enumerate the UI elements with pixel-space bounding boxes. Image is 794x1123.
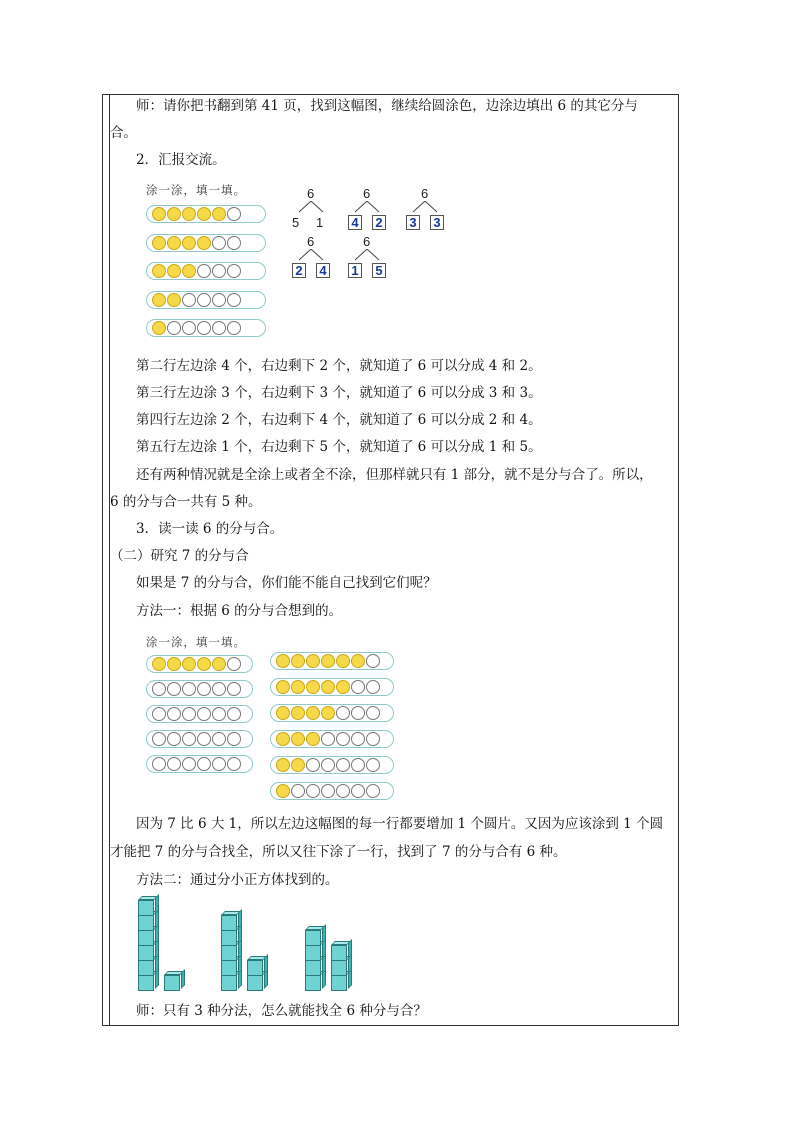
empty-circle — [351, 706, 365, 720]
figure-1-row-5 — [146, 319, 266, 337]
empty-circle — [152, 757, 166, 771]
filled-circle — [212, 207, 226, 221]
step-2-heading: 2．汇报交流。 — [136, 152, 226, 168]
figure-2-right-row-3 — [270, 704, 394, 722]
empty-circle — [227, 236, 241, 250]
filled-circle — [306, 706, 320, 720]
figure-2-right-row-2 — [270, 678, 394, 696]
figure-2-left-row-3 — [146, 705, 253, 723]
tree-right-part[interactable]: 4 — [316, 263, 330, 278]
filled-circle — [197, 207, 211, 221]
empty-circle — [336, 732, 350, 746]
method-1-heading: 方法一：根据 6 的分与合想到的。 — [136, 603, 343, 619]
tree-branches — [296, 249, 326, 261]
row-3-explanation: 第三行左边涂 3 个，右边剩下 3 个，就知道了 6 可以分成 3 和 3。 — [136, 385, 542, 401]
figure-2-caption: 涂一涂，填一填。 — [146, 635, 246, 649]
empty-circle — [182, 321, 196, 335]
empty-circle — [212, 321, 226, 335]
cube-block — [305, 930, 321, 946]
tree-left-part[interactable]: 2 — [292, 263, 306, 278]
empty-circle — [197, 264, 211, 278]
filled-circle — [152, 264, 166, 278]
cube-block — [305, 945, 321, 961]
empty-circle — [212, 707, 226, 721]
figure-1-caption: 涂一涂，填一填。 — [146, 183, 246, 197]
note-paragraph: 还有两种情况就是全涂上或者全不涂，但那样就只有 1 部分，就不是分与合了。所以， — [136, 467, 653, 483]
empty-circle — [167, 682, 181, 696]
cube-block — [221, 960, 237, 976]
figure-1-row-2 — [146, 234, 266, 252]
empty-circle — [227, 757, 241, 771]
empty-circle — [167, 732, 181, 746]
empty-circle — [197, 757, 211, 771]
cube-block — [247, 960, 263, 976]
tree-right-part[interactable]: 3 — [430, 215, 444, 230]
filled-circle — [351, 654, 365, 668]
filled-circle — [167, 657, 181, 671]
filled-circle — [291, 732, 305, 746]
filled-circle — [182, 264, 196, 278]
filled-circle — [152, 236, 166, 250]
empty-circle — [197, 321, 211, 335]
empty-circle — [366, 732, 380, 746]
margin-column — [103, 95, 110, 1025]
filled-circle — [152, 293, 166, 307]
filled-circle — [336, 654, 350, 668]
cube-block — [331, 960, 347, 976]
filled-circle — [276, 758, 290, 772]
empty-circle — [366, 784, 380, 798]
empty-circle — [152, 707, 166, 721]
empty-circle — [366, 654, 380, 668]
empty-circle — [306, 758, 320, 772]
empty-circle — [212, 757, 226, 771]
filled-circle — [182, 207, 196, 221]
empty-circle — [197, 707, 211, 721]
cube-block — [221, 915, 237, 931]
empty-circle — [227, 321, 241, 335]
empty-circle — [227, 264, 241, 278]
cube-block — [138, 960, 154, 976]
empty-circle — [351, 784, 365, 798]
figure-2-right-row-1 — [270, 652, 394, 670]
cube-block — [164, 975, 180, 991]
empty-circle — [167, 757, 181, 771]
figure-2-right-row-6 — [270, 782, 394, 800]
filled-circle — [276, 784, 290, 798]
filled-circle — [197, 657, 211, 671]
figure-2-left-row-2 — [146, 680, 253, 698]
filled-circle — [167, 293, 181, 307]
empty-circle — [366, 680, 380, 694]
cube-block — [221, 975, 237, 991]
cube-block — [138, 975, 154, 991]
figure-1-row-3 — [146, 262, 266, 280]
cube-block — [305, 960, 321, 976]
empty-circle — [197, 682, 211, 696]
empty-circle — [321, 732, 335, 746]
tree-right-part: 1 — [316, 215, 324, 230]
tree-total: 6 — [363, 186, 371, 201]
filled-circle — [212, 657, 226, 671]
empty-circle — [212, 682, 226, 696]
tree-total: 6 — [307, 234, 315, 249]
tree-total: 6 — [307, 186, 315, 201]
tree-right-part[interactable]: 5 — [372, 263, 386, 278]
figure-1-row-1 — [146, 205, 266, 223]
empty-circle — [152, 682, 166, 696]
empty-circle — [182, 293, 196, 307]
cube-block — [331, 975, 347, 991]
empty-circle — [227, 732, 241, 746]
figure-2-left-row-1 — [146, 655, 253, 673]
filled-circle — [167, 264, 181, 278]
row-2-explanation: 第二行左边涂 4 个，右边剩下 2 个，就知道了 6 可以分成 4 和 2。 — [136, 358, 542, 374]
tree-branches — [352, 201, 382, 213]
empty-circle — [227, 682, 241, 696]
empty-circle — [351, 758, 365, 772]
empty-circle — [152, 732, 166, 746]
empty-circle — [182, 707, 196, 721]
filled-circle — [291, 680, 305, 694]
tree-left-part: 5 — [292, 215, 300, 230]
tree-total: 6 — [363, 234, 371, 249]
empty-circle — [291, 784, 305, 798]
tree-branches — [410, 201, 440, 213]
empty-circle — [212, 732, 226, 746]
figure-2-left-row-5 — [146, 755, 253, 773]
cube-block — [221, 945, 237, 961]
step-3-heading: 3．读一读 6 的分与合。 — [136, 521, 284, 537]
empty-circle — [336, 758, 350, 772]
teacher-instruction: 师：请你把书翻到第 41 页，找到这幅图，继续给圆涂色，边涂边填出 6 的其它分与 — [136, 98, 638, 114]
method-1-explanation: 因为 7 比 6 大 1，所以左边这幅图的每一行都要增加 1 个圆片。又因为应该涂到 1 个圆 — [136, 816, 664, 832]
filled-circle — [152, 321, 166, 335]
filled-circle — [152, 207, 166, 221]
empty-circle — [212, 264, 226, 278]
filled-circle — [167, 236, 181, 250]
filled-circle — [306, 732, 320, 746]
method-2-heading: 方法二：通过分小正方体找到的。 — [136, 872, 339, 888]
filled-circle — [321, 654, 335, 668]
tree-left-part[interactable]: 1 — [348, 263, 362, 278]
method-1-explanation-cont: 才能把 7 的分与合找全，所以又往下涂了一行，找到了 7 的分与合有 6 种。 — [110, 844, 567, 860]
empty-circle — [336, 706, 350, 720]
filled-circle — [336, 680, 350, 694]
empty-circle — [366, 706, 380, 720]
question-7: 如果是 7 的分与合，你们能不能自己找到它们呢？ — [136, 575, 437, 591]
figure-1-row-4 — [146, 291, 266, 309]
filled-circle — [152, 657, 166, 671]
filled-circle — [182, 236, 196, 250]
empty-circle — [182, 682, 196, 696]
empty-circle — [197, 293, 211, 307]
empty-circle — [306, 784, 320, 798]
filled-circle — [291, 654, 305, 668]
cube-block — [138, 915, 154, 931]
empty-circle — [321, 758, 335, 772]
empty-circle — [167, 707, 181, 721]
filled-circle — [306, 654, 320, 668]
empty-circle — [227, 207, 241, 221]
row-5-explanation: 第五行左边涂 1 个，右边剩下 5 个，就知道了 6 可以分成 1 和 5。 — [136, 439, 542, 455]
filled-circle — [291, 706, 305, 720]
note-paragraph-cont: 6 的分与合一共有 5 种。 — [110, 494, 262, 510]
empty-circle — [167, 321, 181, 335]
row-4-explanation: 第四行左边涂 2 个，右边剩下 4 个，就知道了 6 可以分成 2 和 4。 — [136, 412, 542, 428]
section-2-heading: （二）研究 7 的分与合 — [110, 548, 249, 564]
empty-circle — [197, 732, 211, 746]
cube-block — [138, 945, 154, 961]
filled-circle — [276, 680, 290, 694]
empty-circle — [182, 757, 196, 771]
empty-circle — [366, 758, 380, 772]
empty-circle — [227, 293, 241, 307]
tree-left-part[interactable]: 4 — [348, 215, 362, 230]
cube-block — [138, 930, 154, 946]
cube-block — [331, 945, 347, 961]
tree-right-part[interactable]: 2 — [372, 215, 386, 230]
empty-circle — [212, 293, 226, 307]
teacher-instruction-cont: 合。 — [110, 125, 137, 141]
tree-branches — [296, 201, 326, 213]
tree-left-part[interactable]: 3 — [406, 215, 420, 230]
cube-block — [305, 975, 321, 991]
empty-circle — [351, 732, 365, 746]
empty-circle — [212, 236, 226, 250]
empty-circle — [321, 784, 335, 798]
cube-block — [247, 975, 263, 991]
filled-circle — [291, 758, 305, 772]
empty-circle — [227, 707, 241, 721]
filled-circle — [276, 654, 290, 668]
filled-circle — [321, 706, 335, 720]
filled-circle — [276, 706, 290, 720]
figure-2-right-row-4 — [270, 730, 394, 748]
filled-circle — [167, 207, 181, 221]
filled-circle — [182, 657, 196, 671]
empty-circle — [182, 732, 196, 746]
empty-circle — [336, 784, 350, 798]
cube-block — [221, 930, 237, 946]
figure-2-left-row-4 — [146, 730, 253, 748]
filled-circle — [197, 236, 211, 250]
tree-branches — [352, 249, 382, 261]
closing-question: 师：只有 3 种分法，怎么就能找全 6 种分与合？ — [136, 1003, 427, 1019]
tree-total: 6 — [421, 186, 429, 201]
figure-2-right-row-5 — [270, 756, 394, 774]
filled-circle — [321, 680, 335, 694]
filled-circle — [276, 732, 290, 746]
cube-block — [138, 900, 154, 916]
filled-circle — [306, 680, 320, 694]
empty-circle — [227, 657, 241, 671]
empty-circle — [351, 680, 365, 694]
